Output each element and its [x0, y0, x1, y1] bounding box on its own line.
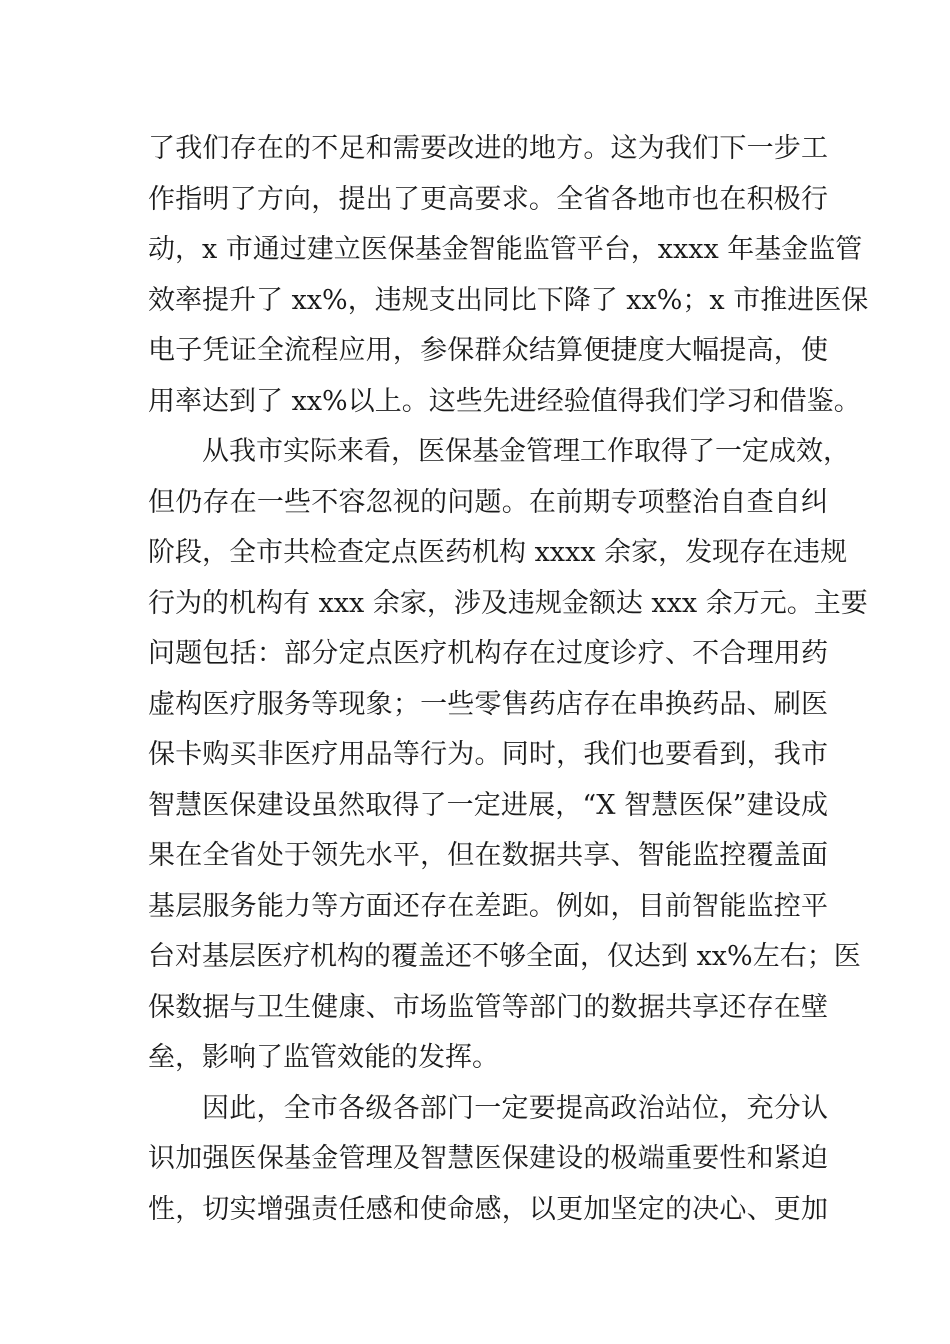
text-line: 性，切实增强责任感和使命感，以更加坚定的决心、更加	[148, 1193, 828, 1225]
text-line: 但仍存在一些不容忽视的问题。在前期专项整治自查自纠	[148, 486, 828, 518]
paragraph-3	[148, 1084, 828, 1236]
text-line: 保卡购买非医疗用品等行为。同时，我们也要看到，我市	[148, 739, 828, 770]
text-line: 了我们存在的不足和需要改进的地方。这为我们下一步工	[148, 133, 828, 164]
text-line: 动，x 市通过建立医保基金智能监管平台，xxxx 年基金监管	[148, 234, 863, 265]
text-line: 识加强医保基金管理及智慧医保建设的极端重要性和紧迫	[148, 1143, 828, 1174]
body-text	[148, 124, 869, 1235]
text-line: 阶段，全市共检查定点医药机构 xxxx 余家，发现存在违规	[148, 537, 848, 568]
text-line: 效率提升了 xx%，违规支出同比下降了 xx%；x 市推进医保	[148, 284, 869, 316]
text-line: 基层服务能力等方面还存在差距。例如，目前智能监控平	[148, 890, 828, 922]
text-line: 保数据与卫生健康、市场监管等部门的数据共享还存在壁	[148, 991, 828, 1023]
text-line: 电子凭证全流程应用，参保群众结算便捷度大幅提高，使	[148, 335, 828, 366]
paragraph-1	[148, 124, 869, 427]
text-line: 因此，全市各级各部门一定要提高政治站位，充分认	[202, 1092, 828, 1124]
text-line: 用率达到了 xx%以上。这些先进经验值得我们学习和借鉴。	[148, 385, 861, 417]
paragraph-2	[148, 427, 868, 1084]
text-line: 问题包括：部分定点医疗机构存在过度诊疗、不合理用药	[148, 638, 828, 669]
text-line: 台对基层医疗机构的覆盖还不够全面，仅达到 xx%左右；医	[148, 941, 861, 972]
text-line: 垒，影响了监管效能的发挥。	[148, 1042, 499, 1073]
text-line: 作指明了方向，提出了更高要求。全省各地市也在积极行	[148, 183, 828, 215]
text-line: 果在全省处于领先水平，但在数据共享、智能监控覆盖面	[148, 840, 828, 871]
text-line: 行为的机构有 xxx 余家，涉及违规金额达 xxx 余万元。主要	[148, 587, 868, 619]
text-line: 虚构医疗服务等现象；一些零售药店存在串换药品、刷医	[148, 688, 828, 720]
text-line: 从我市实际来看，医保基金管理工作取得了一定成效，	[202, 436, 850, 467]
text-line: 智慧医保建设虽然取得了一定进展，“X 智慧医保”建设成	[148, 789, 828, 821]
